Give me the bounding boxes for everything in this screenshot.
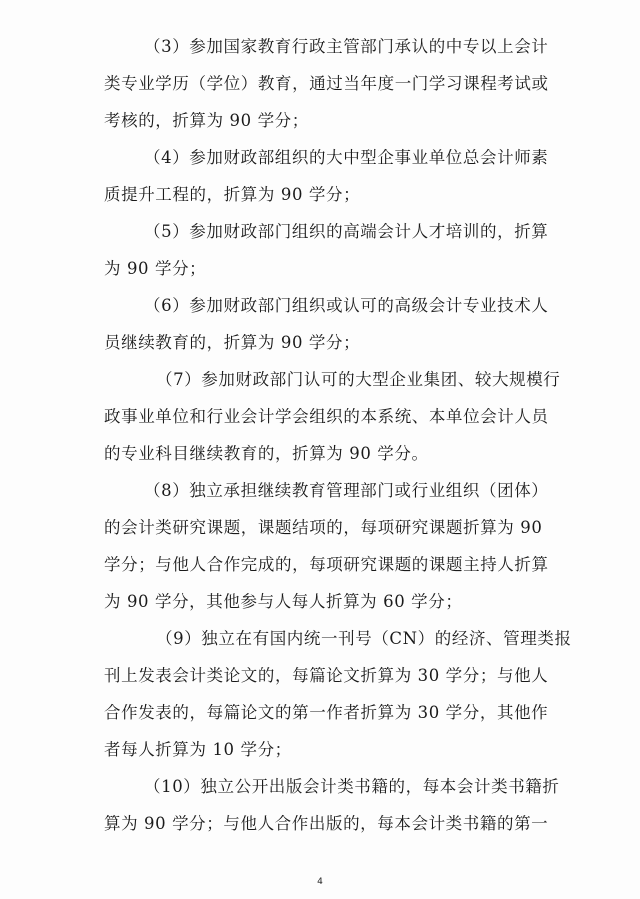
text-line: 为 90 学分； <box>104 259 207 278</box>
paragraph-item-10 <box>104 768 598 842</box>
paragraph-item-6 <box>104 287 598 361</box>
paragraph-item-4 <box>104 139 598 213</box>
text-line: （10）独立公开出版会计类书籍的，每本会计类书籍折 <box>144 777 560 796</box>
text-line: （4）参加财政部组织的大中型企事业单位总会计师素 <box>144 148 549 167</box>
text-line: （3）参加国家教育行政主管部门承认的中专以上会计 <box>144 37 549 56</box>
text-line: 类专业学历（学位）教育，通过当年度一门学习课程考试或 <box>104 74 549 93</box>
document-body <box>104 28 598 842</box>
text-line: （5）参加财政部门组织的高端会计人才培训的，折算 <box>144 222 549 241</box>
text-line: 合作发表的，每篇论文的第一作者折算为 30 学分，其他作 <box>104 703 549 722</box>
paragraph-item-9 <box>104 620 598 768</box>
text-line: 质提升工程的，折算为 90 学分； <box>104 185 361 204</box>
text-line: 的会计类研究课题，课题结项的，每项研究课题折算为 90 <box>104 518 543 537</box>
paragraph-item-3 <box>104 28 598 139</box>
text-line: （9）独立在有国内统一刊号（CN）的经济、管理类报 <box>156 629 572 648</box>
text-line: 员继续教育的，折算为 90 学分； <box>104 333 361 352</box>
page-number: 4 <box>317 877 323 887</box>
text-line: 的专业科目继续教育的，折算为 90 学分。 <box>104 444 429 463</box>
text-line: （6）参加财政部门组织或认可的高级会计专业技术人 <box>144 296 549 315</box>
text-line: 考核的，折算为 90 学分； <box>104 111 309 130</box>
text-line: 刊上发表会计类论文的，每篇论文折算为 30 学分；与他人 <box>104 666 549 685</box>
paragraph-item-5 <box>104 213 598 287</box>
paragraph-item-7 <box>104 361 598 472</box>
text-line: 学分；与他人合作完成的，每项研究课题的课题主持人折算 <box>104 555 549 574</box>
text-line: 为 90 学分，其他参与人每人折算为 60 学分； <box>104 592 463 611</box>
text-line: （8）独立承担继续教育管理部门或行业组织（团体） <box>144 481 549 500</box>
paragraph-item-8 <box>104 472 598 620</box>
text-line: 政事业单位和行业会计学会组织的本系统、本单位会计人员 <box>104 407 549 426</box>
text-line: 算为 90 学分；与他人合作出版的，每本会计类书籍的第一 <box>104 814 549 833</box>
text-line: （7）参加财政部门认可的大型企业集团、较大规模行 <box>156 370 561 389</box>
text-line: 者每人折算为 10 学分； <box>104 740 292 759</box>
